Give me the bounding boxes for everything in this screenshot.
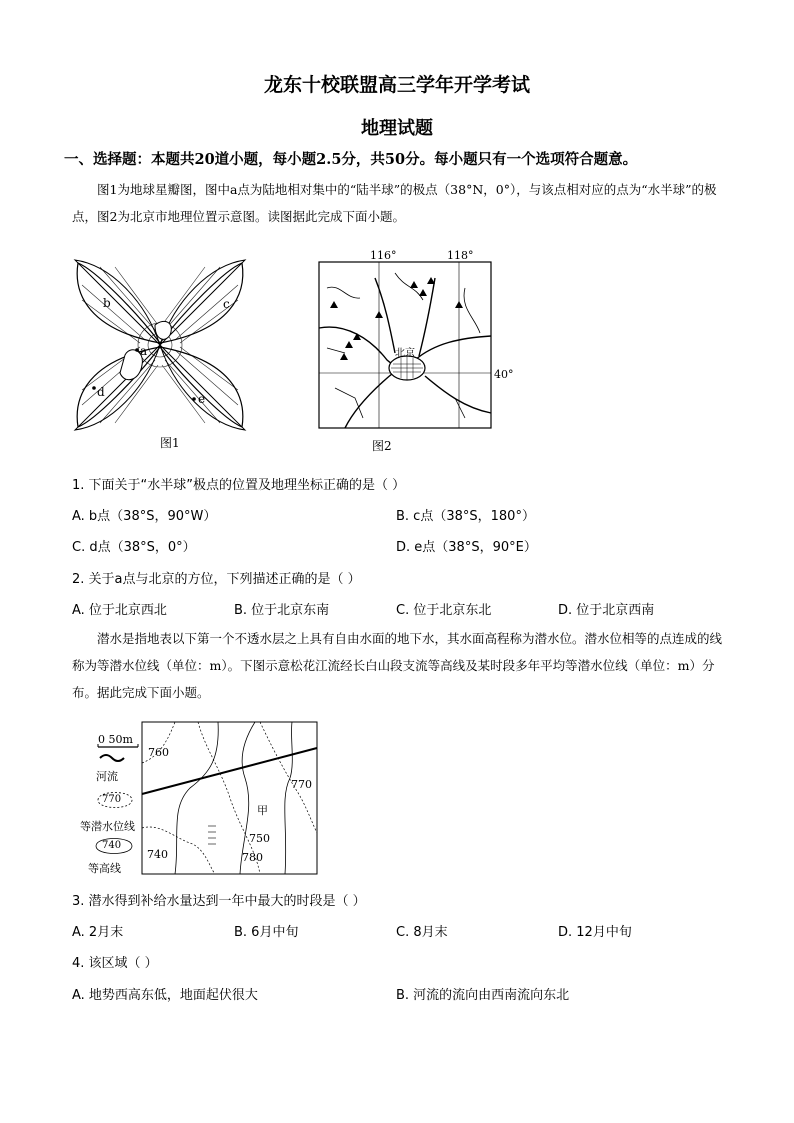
- point-d-label: d: [97, 385, 105, 399]
- legend-river-label: 河流: [96, 770, 118, 783]
- q4-option-b[interactable]: B. 河流的流向由西南流向东北: [396, 988, 570, 1003]
- legend-770: 770: [102, 794, 122, 805]
- point-b-label: b: [103, 296, 111, 310]
- intro-paragraph-1: 图1为地球星瓣图，图中a点为陆地相对集中的“陆半球”的极点（38°N，0°），与该点相对应的点为“水半球”的极点，图2为北京市地理位置示意图。读图据此完成下面小题。: [72, 182, 717, 224]
- q4-option-a[interactable]: A. 地势西高东低，地面起伏很大: [72, 988, 258, 1003]
- q2-option-a[interactable]: A. 位于北京西北: [72, 603, 167, 618]
- question-2-stem: 2. 关于a点与北京的方位，下列描述正确的是（ ）: [72, 572, 361, 587]
- contour-760-label: 760: [148, 746, 169, 759]
- q3-option-b[interactable]: B. 6月中旬: [234, 925, 299, 940]
- q2-option-d[interactable]: D. 位于北京西南: [558, 603, 655, 618]
- latitude-40: 40°: [494, 368, 514, 381]
- exam-subtitle: 地理试题: [361, 118, 433, 139]
- intro-paragraph-2: 潜水是指地表以下第一个不透水层之上具有自由水面的地下水，其水面高程称为潜水位。潜水位相等的点连成的线称为等潜水位线（单位：m）。下图示意松花江流经长白山段支流等高线及某时段多年平均等潜水位线（单位：m）分布。据此完成下面小题。: [72, 631, 723, 700]
- contour-780-label: 780: [242, 851, 263, 864]
- figure-3-contour-map: [80, 718, 325, 878]
- q3-option-c[interactable]: C. 8月末: [396, 925, 448, 940]
- q1-option-a[interactable]: A. b点（38°S，90°W）: [72, 509, 217, 524]
- exam-title: 龙东十校联盟高三学年开学考试: [263, 74, 530, 96]
- question-4-stem: 4. 该区域（ ）: [72, 956, 158, 971]
- q1-option-c[interactable]: C. d点（38°S，0°）: [72, 540, 196, 555]
- section-heading: 一、选择题：本题共20道小题，每小题2.5分，共50分。每小题只有一个选项符合题意。: [64, 151, 638, 168]
- q2-option-b[interactable]: B. 位于北京东南: [234, 603, 330, 618]
- q1-option-d[interactable]: D. e点（38°S，90°E）: [396, 540, 537, 555]
- figure-2-beijing-map: [315, 248, 520, 458]
- contour-740-label: 740: [147, 848, 168, 861]
- q2-option-c[interactable]: C. 位于北京东北: [396, 603, 492, 618]
- figure-1-caption: 图1: [160, 436, 180, 450]
- beijing-label: 北京: [395, 348, 415, 359]
- contour-750-label: 750: [249, 832, 270, 845]
- question-1-stem: 1. 下面关于“水半球”极点的位置及地理坐标正确的是（ ）: [72, 478, 406, 493]
- legend-water-table-label: 等潜水位线: [80, 820, 135, 833]
- q3-option-d[interactable]: D. 12月中旬: [558, 925, 632, 940]
- longitude-116: 116°: [370, 249, 397, 262]
- figure-1-star-map: [70, 255, 250, 455]
- legend-740: 740: [102, 840, 122, 851]
- longitude-118: 118°: [447, 249, 474, 262]
- scale-label: 0 50m: [98, 733, 133, 746]
- q3-option-a[interactable]: A. 2月末: [72, 925, 124, 940]
- q1-option-b[interactable]: B. c点（38°S，180°）: [396, 509, 535, 524]
- point-e-label: e: [198, 392, 206, 406]
- contour-770-label: 770: [291, 778, 312, 791]
- figure-2-caption: 图2: [372, 439, 392, 453]
- question-3-stem: 3. 潜水得到补给水量达到一年中最大的时段是（ ）: [72, 894, 366, 909]
- legend-contour-label: 等高线: [88, 862, 121, 875]
- point-c-label: c: [223, 297, 230, 311]
- point-jia-label: 甲: [257, 804, 268, 817]
- point-a-label: a: [140, 344, 148, 358]
